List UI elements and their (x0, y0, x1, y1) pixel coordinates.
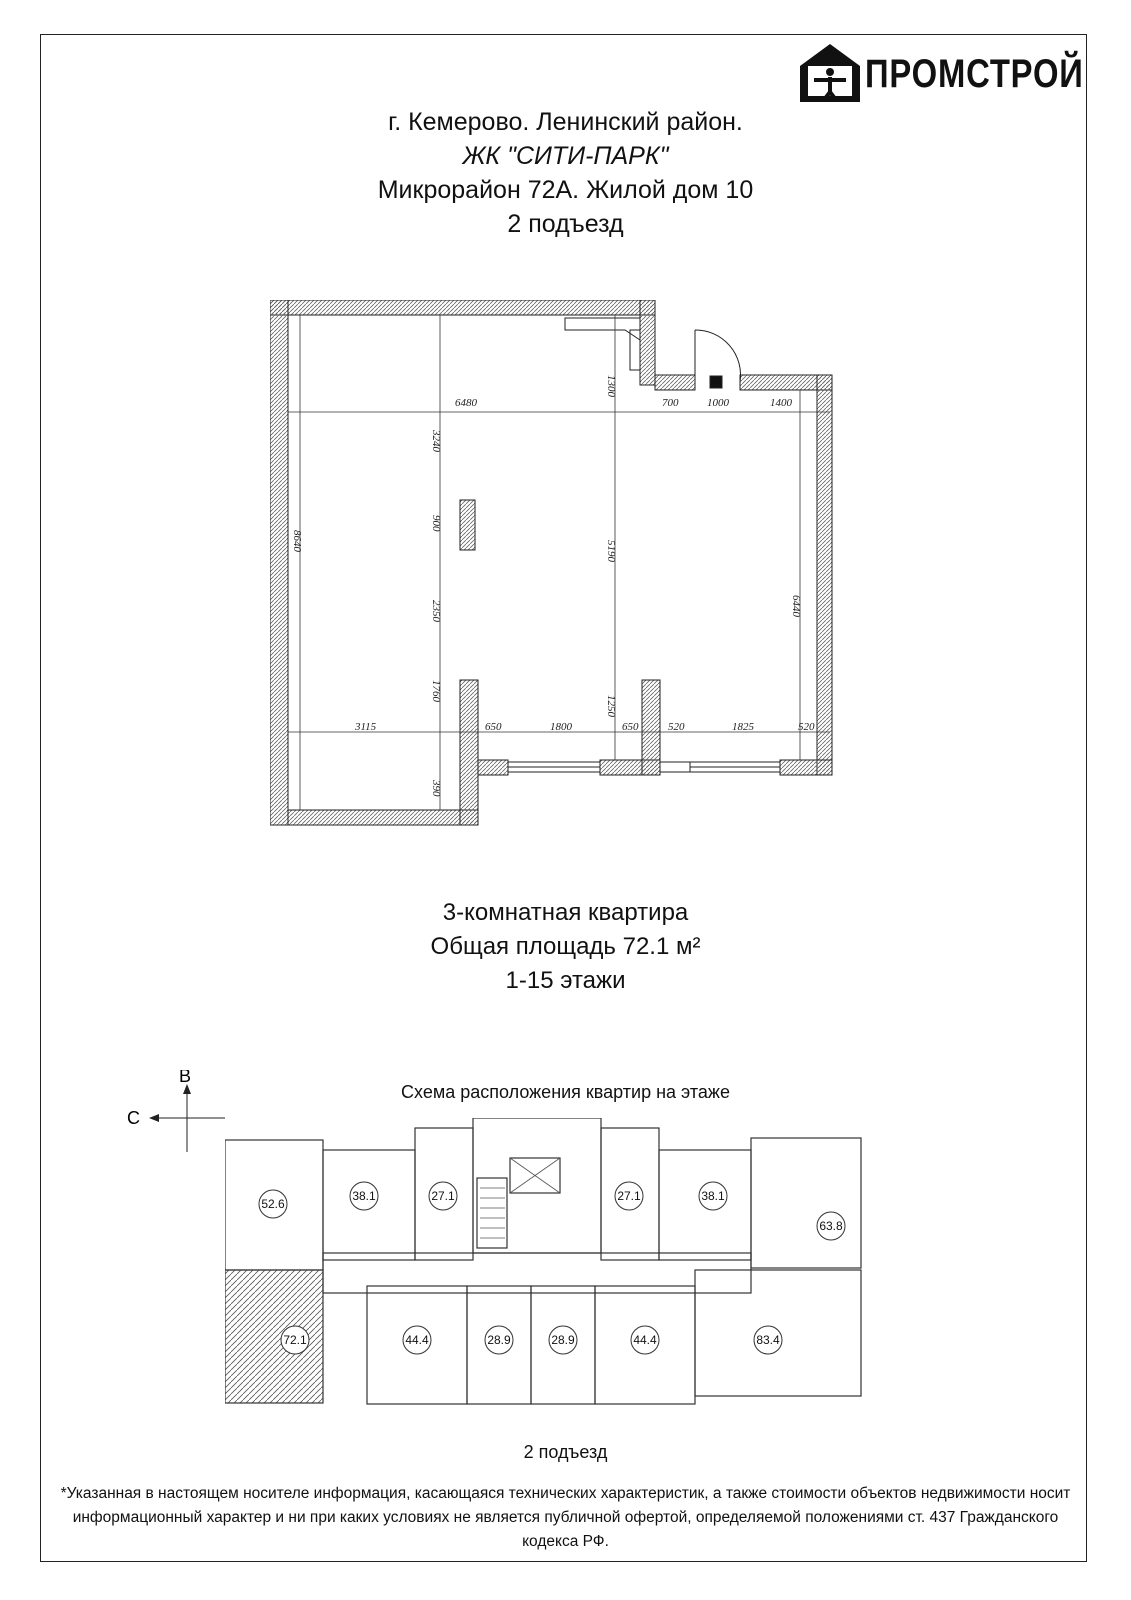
apt-top-4: 27.1 (617, 1189, 641, 1203)
apartment-area: Общая площадь 72.1 м² (430, 933, 701, 960)
disclaimer-line-2: информационный характер и ни при каких условиях не является публичной офертой, определяемой положениями ст. 437 Гражданского кодекса РФ. (72, 1509, 1059, 1550)
apartment-type: 3-комнатная квартира (442, 899, 689, 926)
dim-1825: 1825 (732, 721, 754, 733)
apt-top-5: 38.1 (701, 1189, 725, 1203)
ventilation-box (565, 318, 640, 370)
dim-3240: 3240 (430, 430, 442, 452)
dim-6440: 6440 (790, 595, 802, 617)
dim-900: 900 (430, 515, 442, 532)
disclaimer (60, 1482, 1071, 1554)
entrance-number: 2 подъезд (507, 210, 624, 238)
dim-390: 390 (430, 780, 442, 797)
compass-icon (125, 1070, 235, 1170)
dim-650a: 650 (485, 721, 502, 733)
apt-bottom-6: 83.4 (756, 1333, 780, 1347)
dim-1400: 1400 (770, 397, 792, 409)
dim-1000: 1000 (707, 397, 729, 409)
entrance-door (695, 330, 741, 388)
scheme-title: Схема расположения квартир на этаже (401, 1082, 730, 1102)
dim-8640: 8640 (291, 530, 303, 552)
apartments-top (259, 1182, 845, 1240)
apt-top-1: 52.6 (261, 1197, 285, 1211)
building-address: Микрорайон 72А. Жилой дом 10 (377, 176, 754, 204)
walls (270, 300, 832, 825)
apartment-info (0, 896, 1131, 998)
house-person-icon (800, 44, 860, 102)
apt-bottom-2: 44.4 (405, 1333, 429, 1347)
project-header (0, 105, 1131, 241)
dim-520a: 520 (668, 721, 685, 733)
apt-bottom-4: 28.9 (551, 1333, 575, 1347)
compass-north: В (179, 1070, 192, 1086)
compass-west: С (127, 1108, 140, 1128)
dimension-labels (291, 375, 815, 797)
apt-top-3: 27.1 (431, 1189, 455, 1203)
floor-scheme (225, 1118, 925, 1426)
city-district: г. Кемерово. Ленинский район. (388, 108, 743, 136)
disclaimer-line-1: *Указанная в настоящем носителе информация, касающаяся технических характеристик, а также стоимости объектов недвижимости носит (60, 1485, 1071, 1502)
dim-3115: 3115 (355, 721, 377, 733)
apartment-floor-plan (270, 300, 860, 860)
dim-2350: 2350 (430, 600, 442, 622)
apt-top-6: 63.8 (819, 1219, 843, 1233)
apt-top-2: 38.1 (352, 1189, 376, 1203)
apt-bottom-5: 44.4 (633, 1333, 657, 1347)
dim-1760: 1760 (430, 680, 442, 702)
apt-bottom-1: 72.1 (283, 1333, 307, 1347)
dim-1800: 1800 (550, 721, 572, 733)
dim-700: 700 (662, 397, 679, 409)
dim-5190: 5190 (605, 540, 617, 562)
dim-1300: 1300 (605, 375, 617, 397)
scheme-entrance-label: 2 подъезд (523, 1442, 608, 1462)
dim-1250: 1250 (605, 695, 617, 717)
complex-name: ЖК "СИТИ-ПАРК" (462, 142, 669, 170)
dim-650b: 650 (622, 721, 639, 733)
brand-name: ПРОМСТРОЙ (865, 52, 1084, 96)
apt-bottom-3: 28.9 (487, 1333, 511, 1347)
dim-520b: 520 (798, 721, 815, 733)
dim-6480: 6480 (455, 397, 477, 409)
apartment-floors: 1-15 этажи (505, 967, 626, 994)
